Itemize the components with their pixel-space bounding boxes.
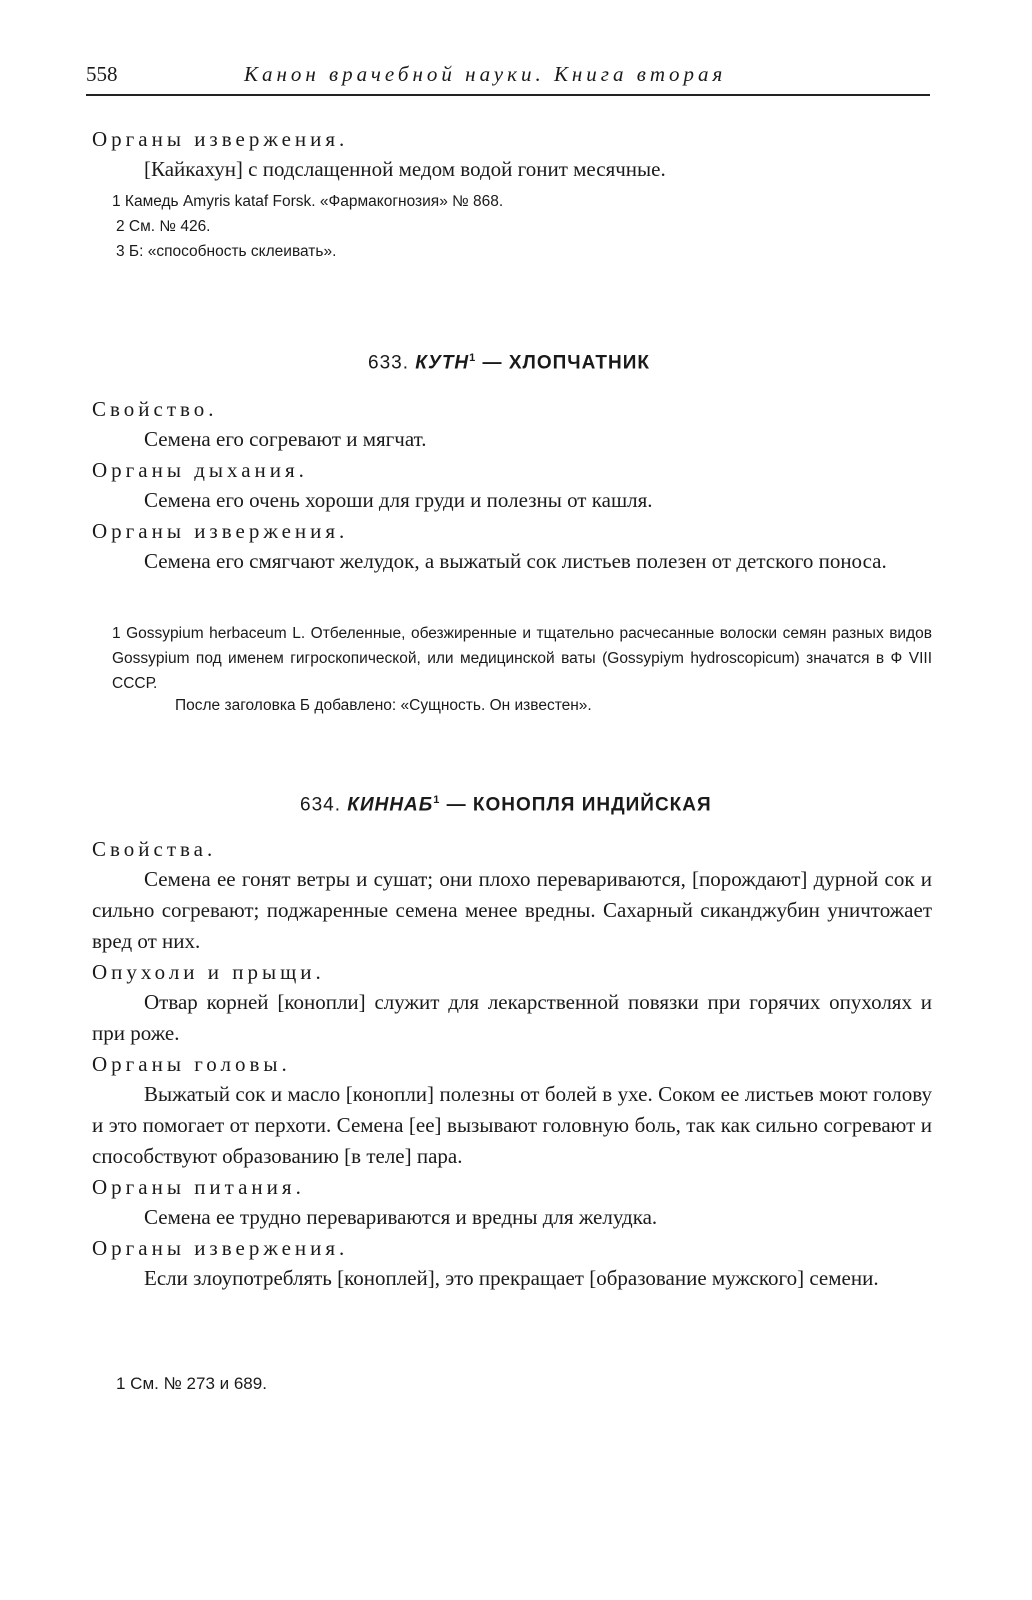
- paragraph: Выжатый сок и масло [конопли] полезны от болей в ухе. Соком ее листьев моют голову и это помогает от перхоти. Семена [ее] вызывают головную боль, так как сильно согревают и способствуют образованию [в теле] пара.: [92, 1082, 932, 1168]
- prev-entry-continuation: [92, 124, 932, 185]
- paragraph: Если злоупотреблять [коноплей], это прекращает [образование мужского] семени.: [144, 1266, 879, 1290]
- footnote: 2 См. № 426.: [116, 218, 211, 235]
- paragraph: Семена ее гонят ветры и сушат; они плохо перевариваются, [порождают] дурной сок и сильно согревают; поджаренные семена менее вредны. Сахарный сиканджубин уничтожает вред от них.: [92, 867, 932, 953]
- footnote-note: После заголовка Б добавлено: «Сущность. Он известен».: [175, 697, 592, 714]
- paragraph: Семена его согревают и мягчат.: [144, 427, 427, 451]
- paragraph: [Кайкахун] с подслащенной медом водой гонит месячные.: [144, 157, 666, 181]
- footnote: 1 Камедь Amyris kataf Forsk. «Фармакогнозия» № 868.: [112, 193, 504, 210]
- section-body-633: [92, 394, 932, 577]
- section-subtitle: — КОНОПЛЯ ИНДИЙСКАЯ: [446, 794, 712, 816]
- rubric-head: Органы головы.: [92, 1052, 291, 1076]
- rubric-nutrition: Органы питания.: [92, 1175, 305, 1199]
- section-body-634: [92, 834, 932, 1294]
- section-title: КИННАБ: [347, 794, 434, 816]
- section-heading-633: 633. КУТН$^1$ — ХЛОПЧАТНИК: [368, 352, 650, 374]
- paragraph: Семена его очень хороши для груди и полезны от кашля.: [144, 488, 653, 512]
- footnote: 1 См. № 273 и 689.: [116, 1374, 267, 1393]
- rubric-respiration: Органы дыхания.: [92, 458, 308, 482]
- paragraph: Семена его смягчают желудок, а выжатый сок листьев полезен от детского поноса.: [144, 549, 887, 573]
- section-subtitle: — ХЛОПЧАТНИК: [482, 352, 650, 374]
- page-number: 558: [86, 62, 118, 86]
- footnote: 1 Gossypium herbaceum L. Отбеленные, обезжиренные и тщательно расчесанные волоски семян разных видов Gossypium под именем гигроскопической, или медицинской ваты (Gossypiym hydroscopicum) значатся в Ф VIII СССР.: [112, 625, 932, 692]
- section-title: КУТН: [415, 352, 470, 374]
- rubric-excretion: Органы извержения.: [92, 127, 349, 151]
- paragraph: Отвар корней [конопли] служит для лекарственной повязки при горячих опухолях и при роже.: [92, 990, 932, 1045]
- rubric-excretion: Органы извержения.: [92, 1236, 349, 1260]
- section-heading-634: 634. КИННАБ$^1$ — КОНОПЛЯ ИНДИЙСКАЯ: [300, 794, 712, 816]
- paragraph: Семена ее трудно перевариваются и вредны для желудка.: [144, 1205, 658, 1229]
- rubric-swellings: Опухоли и прыщи.: [92, 960, 325, 984]
- running-header: [86, 60, 930, 96]
- rubric-excretion: Органы извержения.: [92, 519, 349, 543]
- rubric-properties: Свойства.: [92, 837, 217, 861]
- rubric-property: Свойство.: [92, 397, 218, 421]
- footnote: 3 Б: «способность склеивать».: [116, 243, 337, 260]
- running-title: Канон врачебной науки. Книга вторая: [244, 62, 727, 86]
